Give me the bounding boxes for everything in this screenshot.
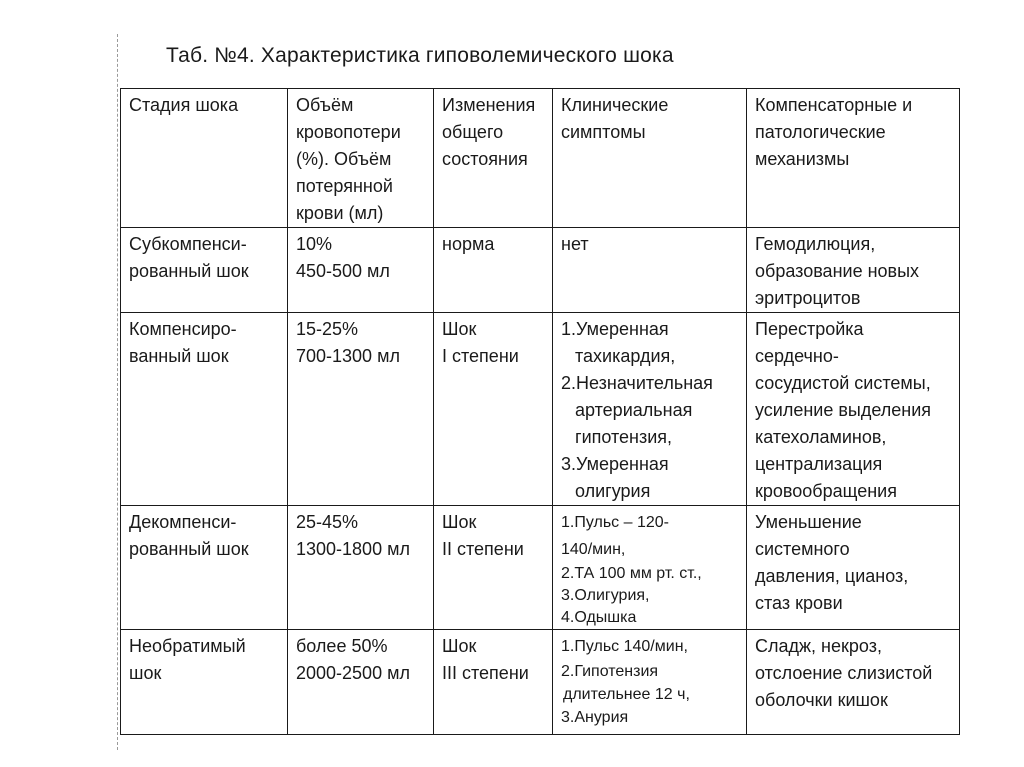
cell-symptoms (553, 313, 747, 506)
cell-symptoms (553, 228, 747, 313)
cell-line: гипотензия, (575, 427, 673, 447)
cell-line: Субкомпенси- (129, 234, 247, 254)
cell-line: 1.Пульс 140/мин, (561, 638, 688, 655)
header-line: состояния (442, 149, 528, 169)
cell-line: системного (755, 539, 850, 559)
cell-line: шок (129, 663, 162, 683)
header-line: Изменения (442, 95, 536, 115)
cell-line: 450-500 мл (296, 261, 390, 281)
cell-symptoms (553, 506, 747, 630)
cell-line: тахикардия, (575, 346, 676, 366)
table-row-subcompensated (121, 228, 960, 313)
table-row-compensated (121, 313, 960, 506)
cell-mechanisms (747, 313, 960, 506)
cell-line: Шок (442, 512, 477, 532)
cell-line: эритроцитов (755, 288, 861, 308)
cell-line: Перестройка (755, 319, 864, 339)
header-line: потерянной (296, 176, 393, 196)
cell-line: давления, цианоз, (755, 566, 909, 586)
cell-stage (121, 313, 288, 506)
cell-line: 1.Умеренная (561, 319, 669, 339)
header-state (434, 89, 553, 228)
cell-line: Гемодилюция, (755, 234, 876, 254)
header-line: общего (442, 122, 504, 142)
cell-line: кровообращения (755, 481, 897, 501)
cell-line: 2.ТА 100 мм рт. ст., (561, 565, 702, 582)
table-header-row (121, 89, 960, 228)
cell-line: оболочки кишок (755, 690, 888, 710)
cell-line: Сладж, некроз, (755, 636, 882, 656)
cell-line: 140/мин, (561, 541, 626, 558)
cell-line: Уменьшение (755, 512, 862, 532)
cell-line: 3.Анурия (561, 709, 629, 726)
cell-line: III степени (442, 663, 529, 683)
header-symptoms (553, 89, 747, 228)
cell-line: рованный шок (129, 539, 249, 559)
cell-line: артериальная (575, 400, 693, 420)
cell-mechanisms (747, 630, 960, 735)
cell-line: централизация (755, 454, 883, 474)
cell-line: отслоение слизистой (755, 663, 933, 683)
cell-line: длительнее 12 ч, (563, 686, 690, 703)
cell-line: 15-25% (296, 319, 359, 339)
cell-stage (121, 630, 288, 735)
page-margin-guide (117, 34, 118, 750)
cell-mechanisms (747, 228, 960, 313)
header-line: Клинические (561, 95, 669, 115)
table-row-irreversible (121, 630, 960, 735)
cell-line: стаз крови (755, 593, 843, 613)
cell-line: усиление выделения (755, 400, 932, 420)
cell-line: катехоламинов, (755, 427, 887, 447)
header-line: патологические (755, 122, 886, 142)
cell-line: сердечно- (755, 346, 839, 366)
cell-line: 1.Пульс – 120- (561, 514, 669, 531)
cell-line: II степени (442, 539, 524, 559)
table-row-decompensated (121, 506, 960, 630)
header-line: Стадия шока (129, 95, 239, 115)
cell-line: I степени (442, 346, 519, 366)
cell-line: Компенсиро- (129, 319, 237, 339)
cell-line: Необратимый (129, 636, 246, 656)
header-line: крови (мл) (296, 203, 384, 223)
header-line: механизмы (755, 149, 850, 169)
cell-line: нет (561, 234, 589, 254)
cell-line: 2.Незначительная (561, 373, 713, 393)
header-line: Компенсаторные и (755, 95, 913, 115)
cell-line: олигурия (575, 481, 651, 501)
cell-line: Шок (442, 319, 477, 339)
cell-volume (288, 313, 434, 506)
cell-symptoms (553, 630, 747, 735)
cell-line: ванный шок (129, 346, 229, 366)
cell-state (434, 313, 553, 506)
header-line: (%). Объём (296, 149, 392, 169)
header-mechanisms (747, 89, 960, 228)
cell-stage (121, 506, 288, 630)
cell-line: 4.Одышка (561, 609, 637, 626)
cell-line: рованный шок (129, 261, 249, 281)
cell-line: 2000-2500 мл (296, 663, 410, 683)
cell-state (434, 506, 553, 630)
cell-volume (288, 630, 434, 735)
cell-line: 3.Умеренная (561, 454, 669, 474)
header-line: кровопотери (296, 122, 401, 142)
cell-line: 25-45% (296, 512, 359, 532)
cell-line: 700-1300 мл (296, 346, 400, 366)
header-stage (121, 89, 288, 228)
cell-volume (288, 506, 434, 630)
cell-line: 3.Олигурия, (561, 587, 650, 604)
header-line: симптомы (561, 122, 646, 142)
cell-line: Декомпенси- (129, 512, 237, 532)
cell-line: более 50% (296, 636, 388, 656)
header-volume (288, 89, 434, 228)
cell-volume (288, 228, 434, 313)
cell-line: 1300-1800 мл (296, 539, 410, 559)
cell-stage (121, 228, 288, 313)
header-line: Объём (296, 95, 354, 115)
shock-table (120, 88, 960, 735)
cell-line: норма (442, 234, 495, 254)
cell-line: образование новых (755, 261, 920, 281)
cell-line: 2.Гипотензия (561, 663, 659, 680)
cell-mechanisms (747, 506, 960, 630)
cell-line: сосудистой системы, (755, 373, 931, 393)
cell-line: 10% (296, 234, 333, 254)
page-title: Таб. №4. Характеристика гиповолемического шока (166, 44, 674, 67)
cell-state (434, 630, 553, 735)
cell-line: Шок (442, 636, 477, 656)
cell-state (434, 228, 553, 313)
